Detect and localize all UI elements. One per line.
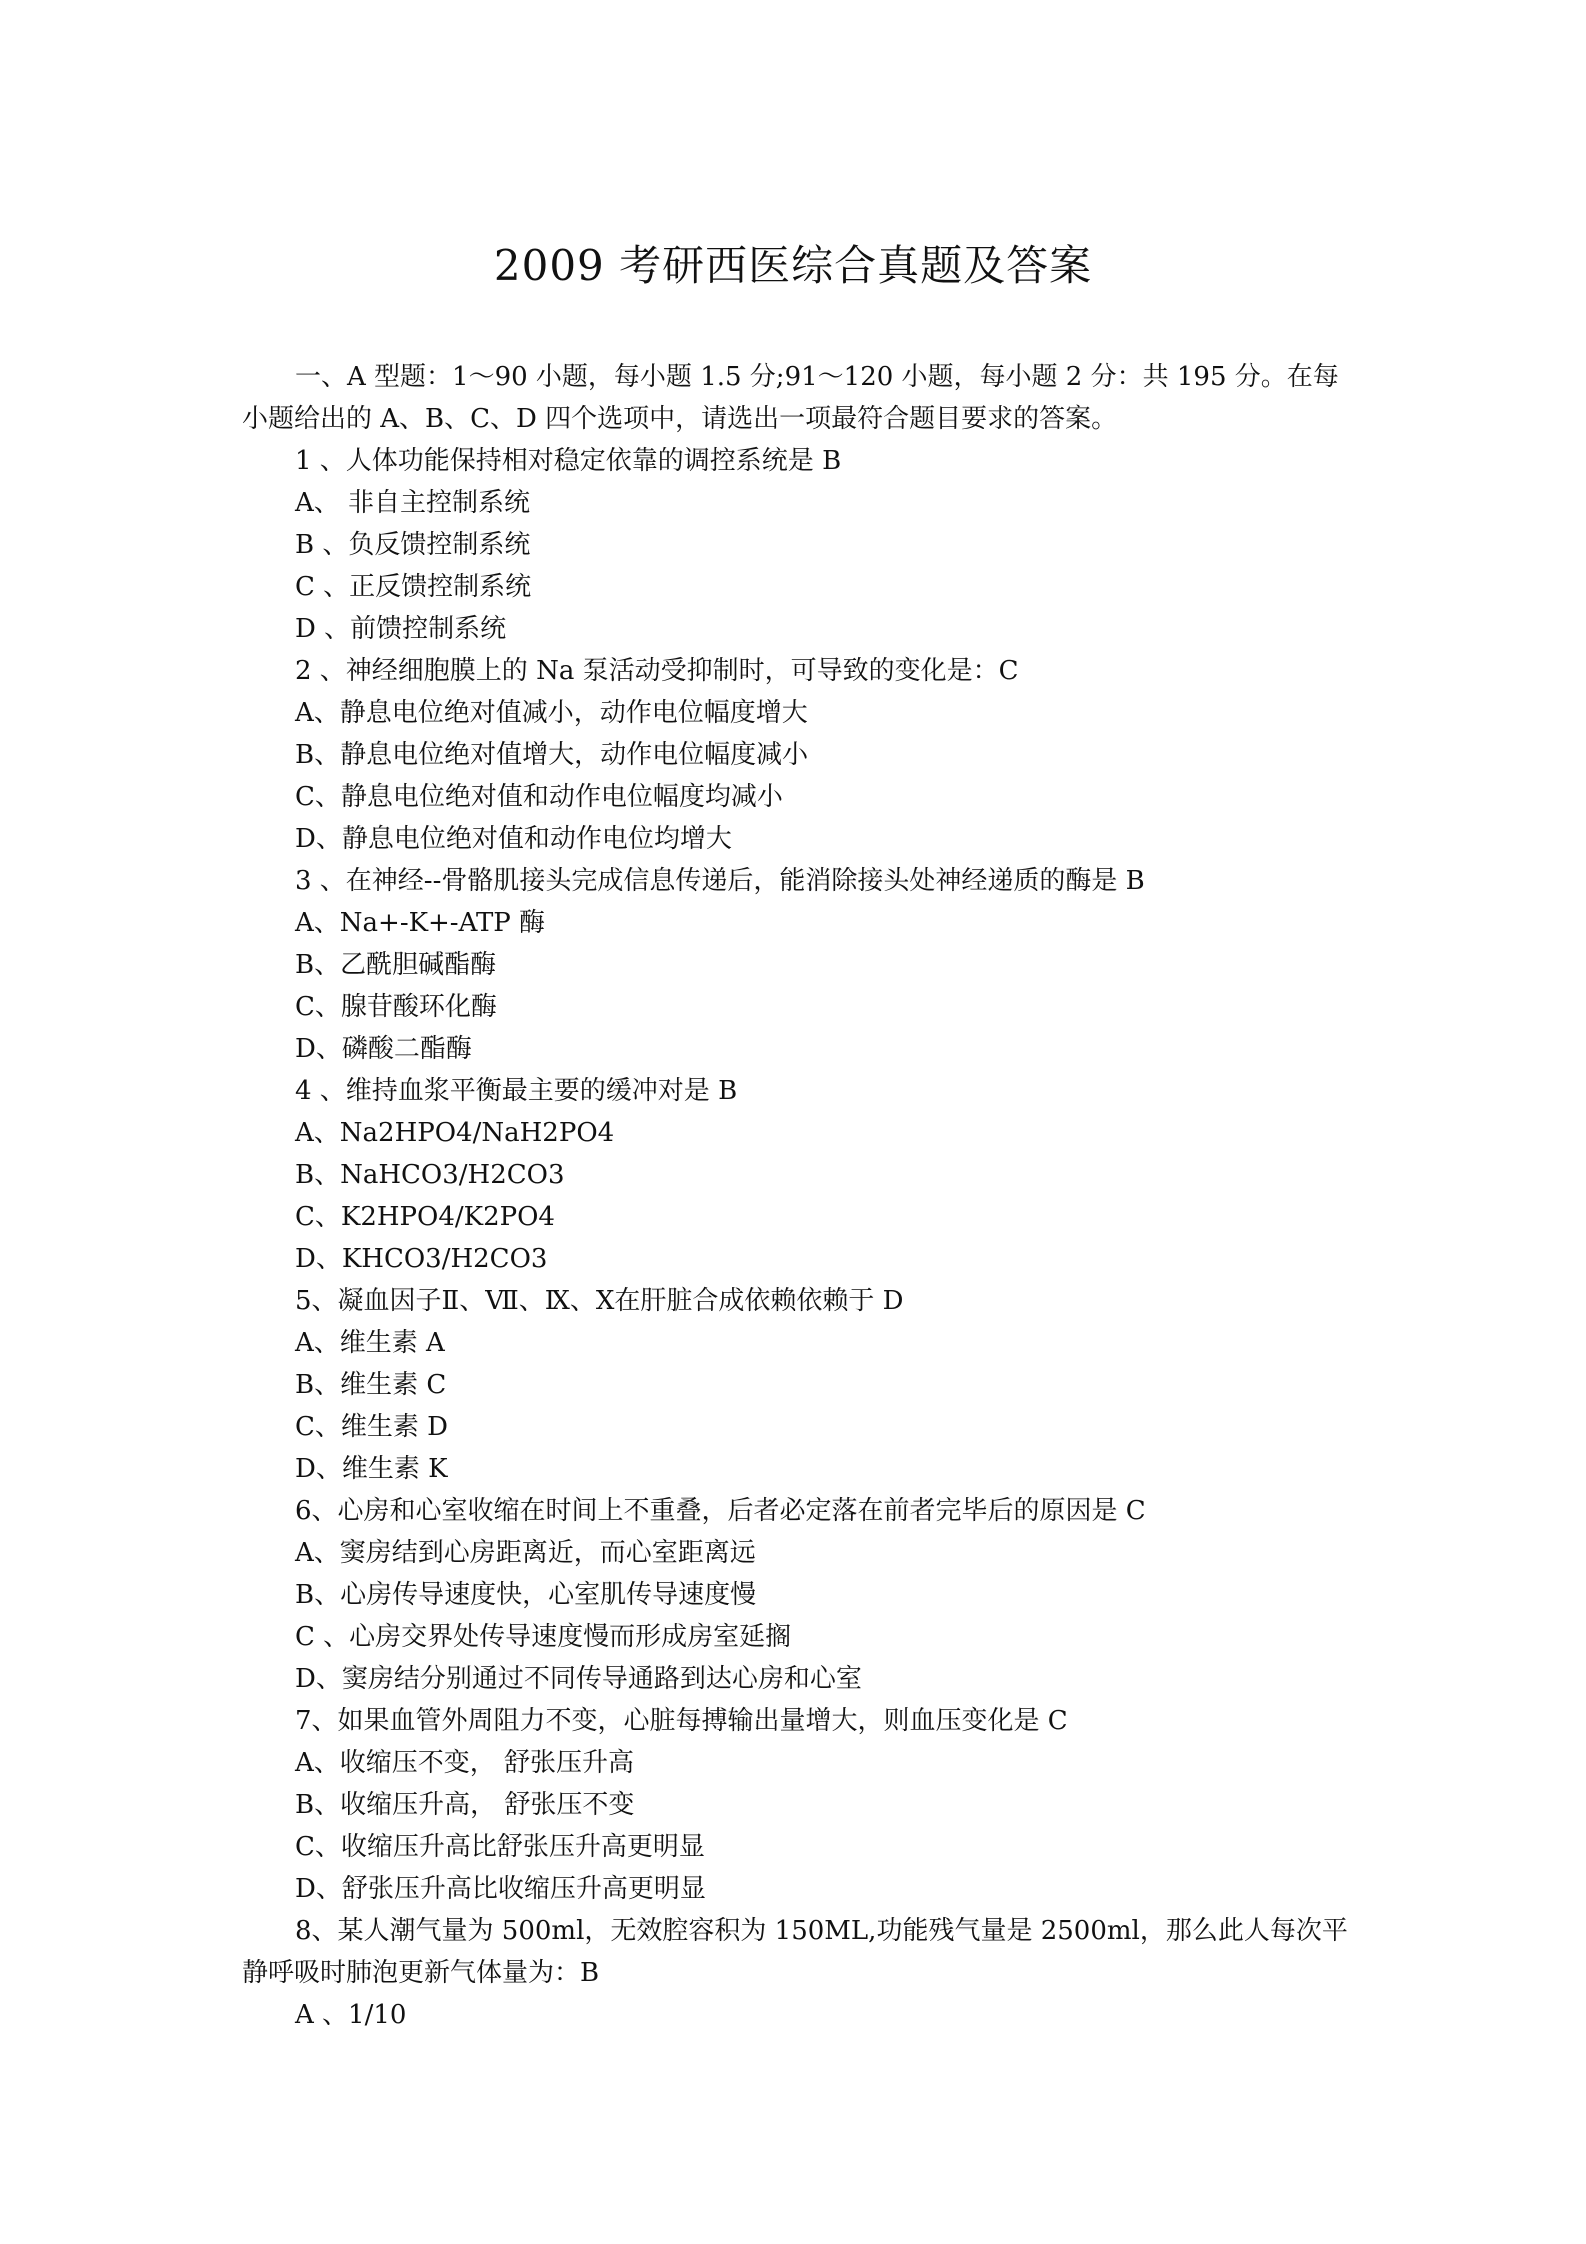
question-line: B、心房传导速度快，心室肌传导速度慢 (295, 1580, 757, 1610)
question-line: 2 、神经细胞膜上的 Na 泵活动受抑制时，可导致的变化是：C (295, 656, 1019, 686)
section-intro: 一、A 型题：1～90 小题，每小题 1.5 分;91～120 小题，每小题 2 分：共 195 分。在每小题给出的 A、B、C、D 四个选项中，请选出一项最符合题目要求的答案。 (242, 362, 1339, 434)
question-line: D 、前馈控制系统 (295, 614, 507, 644)
question-line: D、磷酸二酯酶 (295, 1034, 472, 1064)
question-line: 3 、在神经--骨骼肌接头完成信息传递后，能消除接头处神经递质的酶是 B (295, 866, 1145, 896)
question-line: C、收缩压升高比舒张压升高更明显 (295, 1832, 705, 1862)
question-line: A、静息电位绝对值减小，动作电位幅度增大 (295, 698, 808, 728)
question-line: D、KHCO3/H2CO3 (295, 1244, 548, 1274)
question-line: B、维生素 C (295, 1370, 447, 1400)
question-line: D、窦房结分别通过不同传导通路到达心房和心室 (295, 1664, 862, 1694)
question-line: D、舒张压升高比收缩压升高更明显 (295, 1874, 706, 1904)
question-line: C、维生素 D (295, 1412, 449, 1442)
question-line: C 、心房交界处传导速度慢而形成房室延搁 (295, 1622, 792, 1652)
question-line: B 、负反馈控制系统 (295, 530, 531, 560)
question-line: A、窦房结到心房距离近，而心室距离远 (295, 1538, 756, 1568)
question-list (242, 440, 1352, 1910)
option-line: A 、1/10 (295, 2000, 407, 2030)
question-line: B、收缩压升高， 舒张压不变 (295, 1790, 635, 1820)
question-8: 8、某人潮气量为 500ml，无效腔容积为 150ML,功能残气量是 2500ml，那么此人每次平静呼吸时肺泡更新气体量为：B (242, 1916, 1348, 1988)
question-line: 6、心房和心室收缩在时间上不重叠，后者必定落在前者完毕后的原因是 C (295, 1496, 1146, 1526)
question-line: A、Na2HPO4/NaH2PO4 (295, 1118, 615, 1148)
question-line: 1 、人体功能保持相对稳定依靠的调控系统是 B (295, 446, 842, 476)
page-title: 2009 考研西医综合真题及答案 (493, 241, 1093, 291)
question-line: C 、正反馈控制系统 (295, 572, 532, 602)
question-line: B、静息电位绝对值增大，动作电位幅度减小 (295, 740, 809, 770)
question-line: A、 非自主控制系统 (295, 488, 531, 518)
question-line: 4 、维持血浆平衡最主要的缓冲对是 B (295, 1076, 738, 1106)
question-line: 7、如果血管外周阻力不变，心脏每搏输出量增大，则血压变化是 C (295, 1706, 1068, 1736)
question-line: A、维生素 A (295, 1328, 445, 1358)
question-line: C、腺苷酸环化酶 (295, 992, 497, 1022)
question-line: D、静息电位绝对值和动作电位均增大 (295, 824, 732, 854)
question-line: B、乙酰胆碱酯酶 (295, 950, 497, 980)
question-line: C、K2HPO4/K2PO4 (295, 1202, 555, 1232)
document-body (242, 356, 1352, 2036)
question-line: A、收缩压不变， 舒张压升高 (295, 1748, 635, 1778)
question-line: B、NaHCO3/H2CO3 (295, 1160, 565, 1190)
question-line: 5、凝血因子Ⅱ、Ⅶ、Ⅸ、Ⅹ在肝脏合成依赖依赖于 D (295, 1286, 904, 1316)
question-line: D、维生素 K (295, 1454, 448, 1484)
question-line: C、静息电位绝对值和动作电位幅度均减小 (295, 782, 783, 812)
question-line: A、Na+-K+-ATP 酶 (295, 908, 546, 938)
